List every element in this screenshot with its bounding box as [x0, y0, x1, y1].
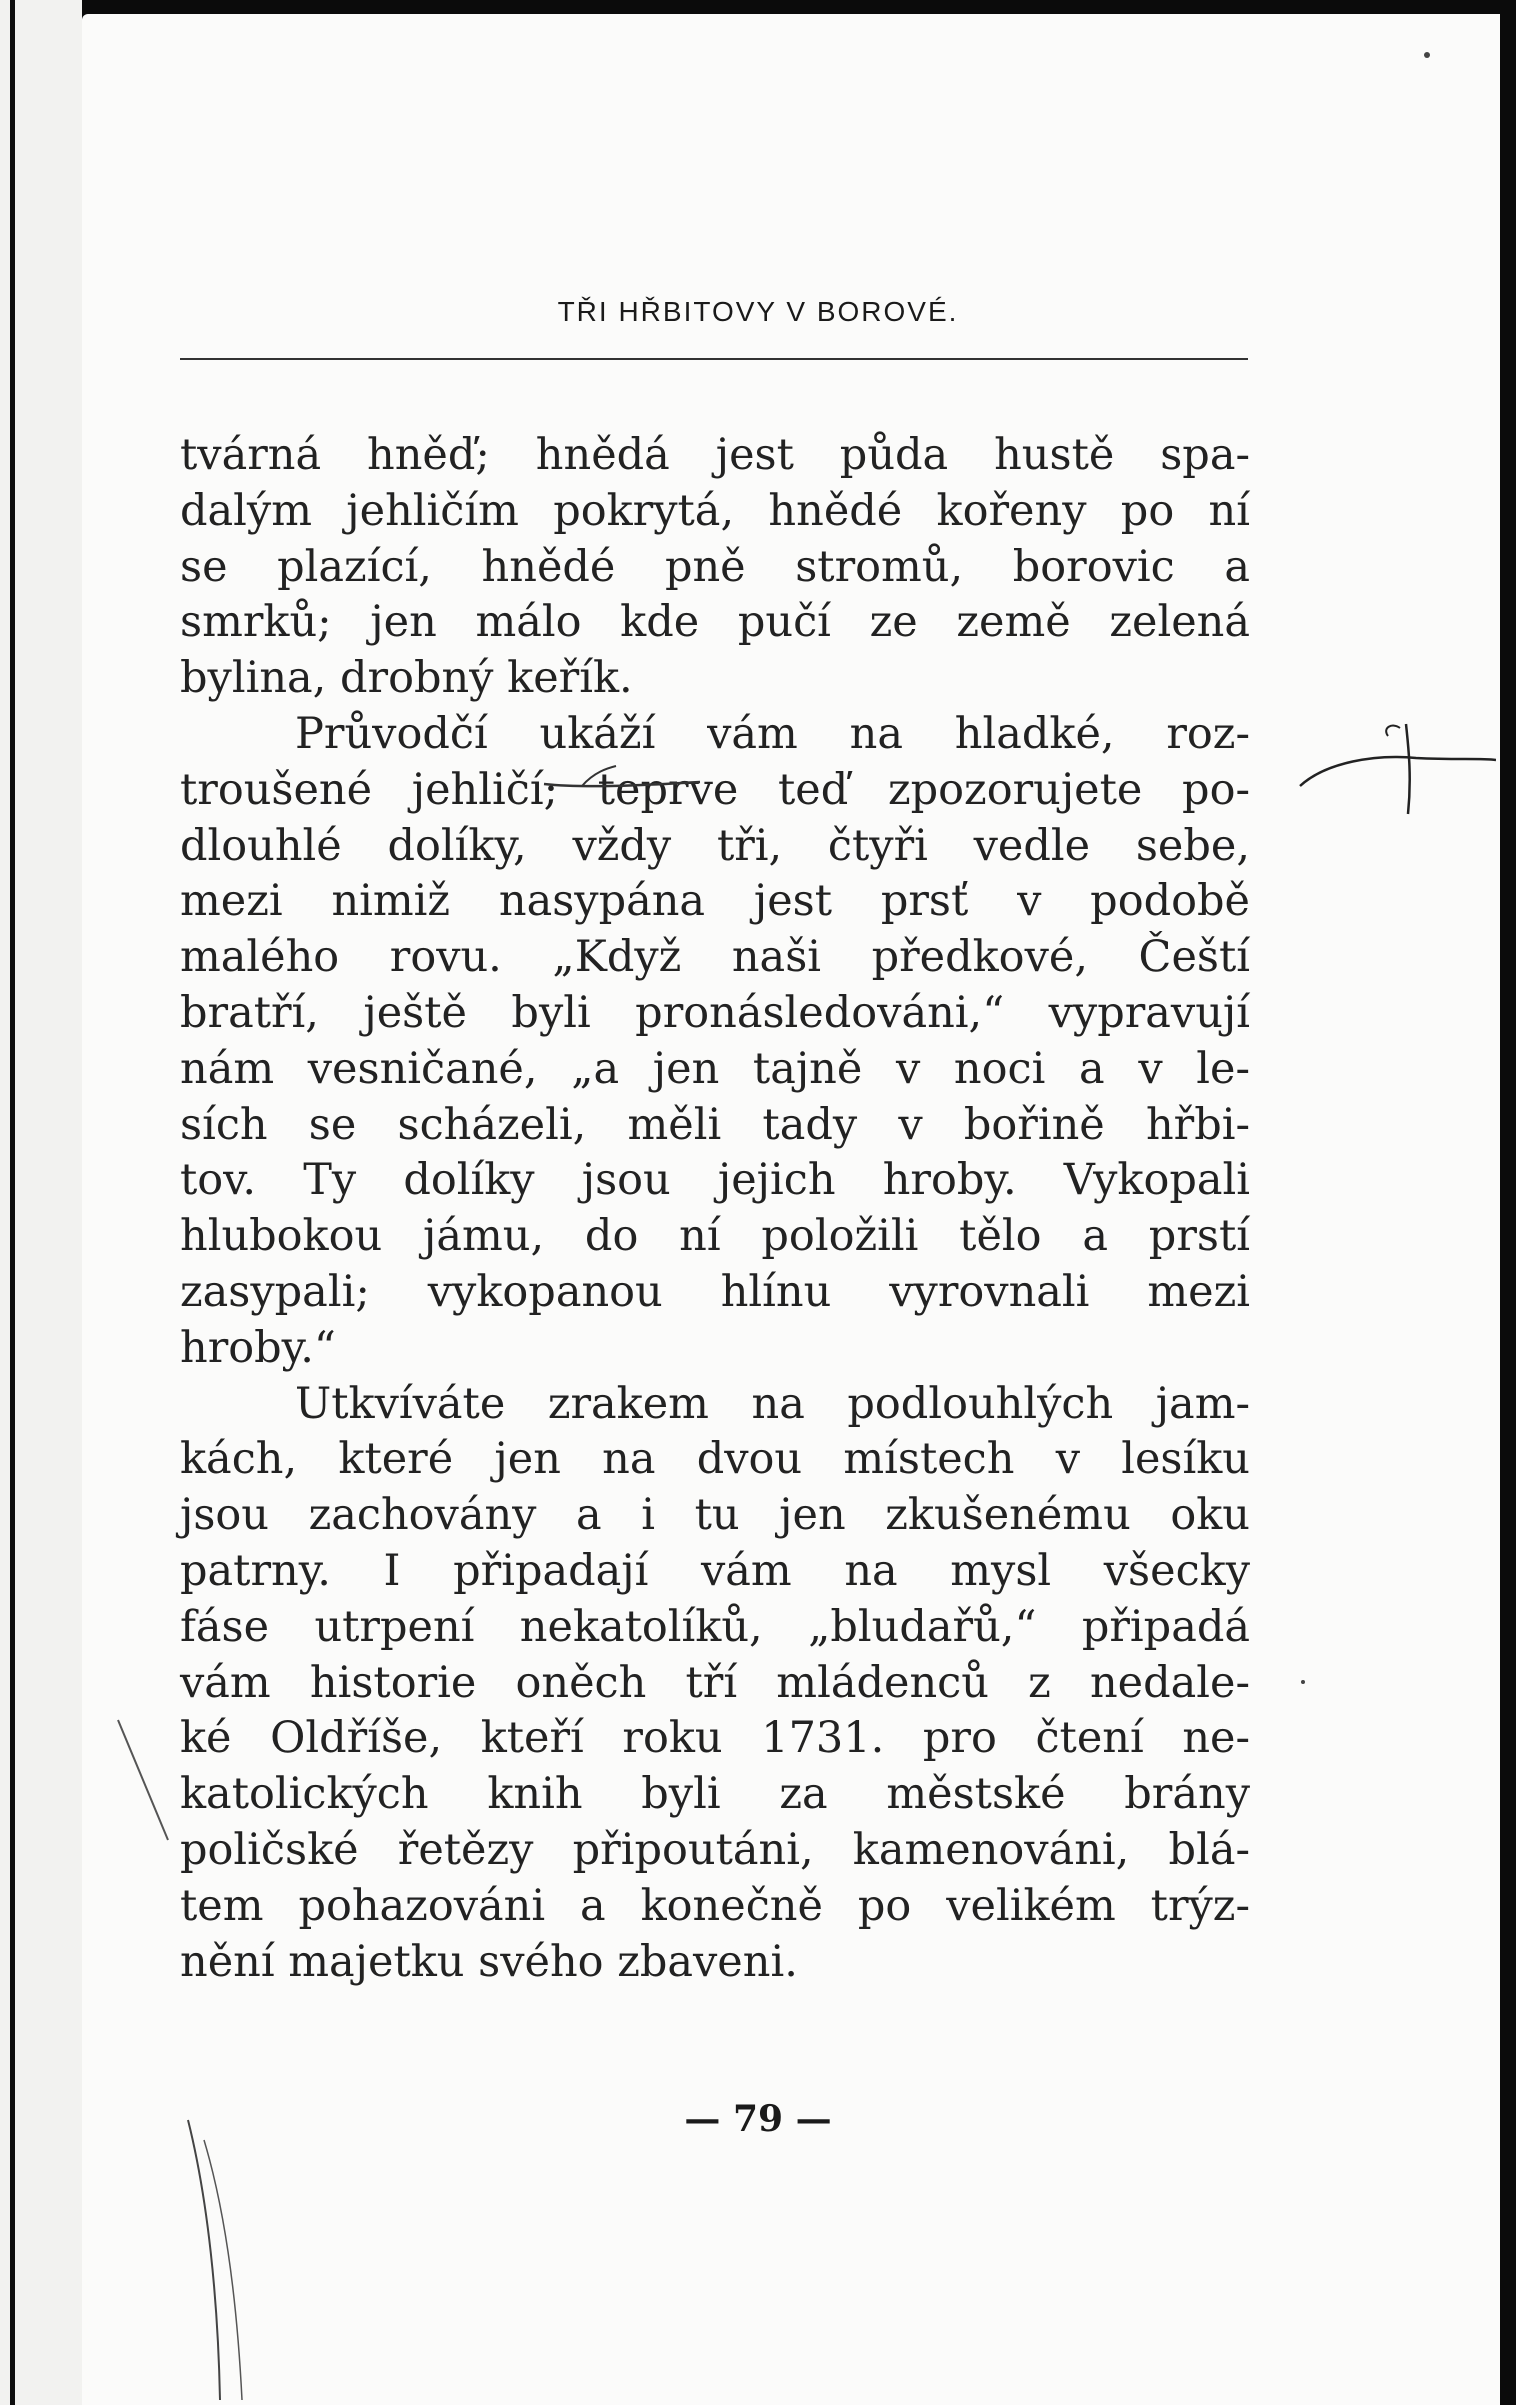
text-line: smrků; jen málo kde pučí ze země zelená [180, 597, 1250, 648]
text-line: vám historie oněch tří mládenců z nedale- [180, 1657, 1250, 1708]
text-line: ké Oldříše, kteří roku 1731. pro čtení ne- [180, 1713, 1250, 1764]
text-line: kách, které jen na dvou místech v lesíku [180, 1434, 1250, 1485]
text-line: tem pohazováni a konečně po velikém trýz- [180, 1880, 1250, 1931]
page-gutter [0, 0, 82, 2405]
text-line: hlubokou jámu, do ní položili tělo a prstí [180, 1211, 1250, 1262]
text-line: patrny. I připadají vám na mysl všecky [180, 1545, 1250, 1596]
text-line: malého rovu. „Když naši předkové, Čeští [180, 932, 1250, 983]
text-line: zasypali; vykopanou hlínu vyrovnali mezi [180, 1266, 1250, 1317]
text-line: fáse utrpení nekatolíků, „bludařů,“ připadá [180, 1601, 1250, 1652]
text-line: tov. Ty dolíky jsou jejich hroby. Vykopali [180, 1155, 1250, 1206]
text-line: tvárná hněď; hnědá jest půda hustě spa- [180, 430, 1250, 480]
margin-annotation-mark [1296, 714, 1496, 834]
page-number: — 79 — [684, 2098, 832, 2140]
text-line: hroby.“ [180, 1322, 336, 1373]
gutter-edge [10, 0, 15, 2405]
text-line: troušené jehličí; teprve teď zpozorujete po- [180, 764, 1250, 815]
text-line: jsou zachovány a i tu jen zkušenému oku [180, 1490, 1250, 1541]
speck [1424, 52, 1430, 58]
text-line: nám vesničané, „a jen tajně v noci a v le- [180, 1043, 1250, 1094]
head-rule [180, 358, 1248, 360]
text-line: Utkvíváte zrakem na podlouhlých jam- [295, 1378, 1250, 1429]
paragraph [180, 707, 1250, 1377]
paragraph [180, 428, 1250, 707]
running-head: TŘI HŘBITOVY V BOROVÉ. [557, 296, 959, 327]
margin-scratch-lines [108, 1700, 268, 2400]
text-line: Průvodčí ukáží vám na hladké, roz- [295, 708, 1250, 759]
speck [1301, 1680, 1305, 1684]
text-line: katolických knih byli za městské brány [180, 1769, 1250, 1820]
text-line: se plazící, hnědé pně stromů, borovic a [180, 541, 1250, 592]
pencil-underline-mark [542, 762, 702, 792]
text-line: poličské řetězy připoutáni, kamenováni, blá- [180, 1824, 1250, 1875]
text-line: bratří, ještě byli pronásledováni,“ vypravují [180, 987, 1250, 1038]
text-line: dalým jehličím pokrytá, hnědé kořeny po ní [180, 485, 1250, 536]
text-line: dlouhlé dolíky, vždy tři, čtyři vedle sebe, [180, 820, 1250, 871]
text-line: nění majetku svého zbaveni. [180, 1936, 798, 1987]
body-text [180, 428, 1250, 1990]
text-line: bylina, drobný keřík. [180, 653, 633, 704]
text-line: sích se scházeli, měli tady v bořině hřbi- [180, 1099, 1250, 1150]
paragraph [180, 1377, 1250, 1991]
text-line: mezi nimiž nasypána jest prsť v podobě [180, 876, 1250, 927]
